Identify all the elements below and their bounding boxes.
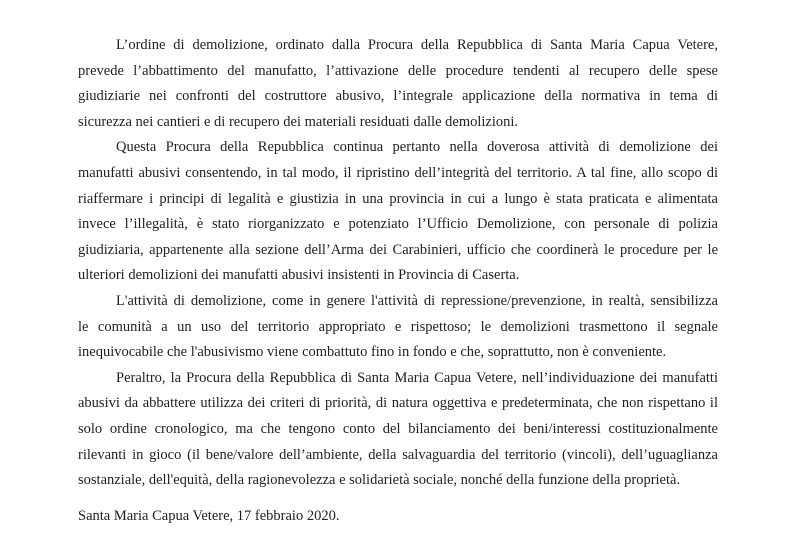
paragraph-priority-criteria <box>78 366 718 494</box>
paragraph-procura-activity <box>78 135 718 289</box>
text-line: giudiziarie nei confronti del costruttore abusivo, l’integrale applicazione della normativa in tema di <box>78 88 718 105</box>
text-line: giudiziaria, appartenente alla sezione dell’Arma dei Carabinieri, ufficio che coordinerà le procedure per le <box>78 241 718 258</box>
paragraph-demolition-effect <box>78 289 718 366</box>
paragraph-demolition-order <box>78 33 718 135</box>
dateline: Santa Maria Capua Vetere, 17 febbraio 2020. <box>78 507 340 524</box>
text-line: prevede l’abbattimento del manufatto, l’attivazione delle procedure tendenti al recupero delle spese <box>78 62 718 79</box>
text-line: L'attività di demolizione, come in genere l'attività di repressione/prevenzione, in realtà, sensibilizza <box>116 292 718 309</box>
text-line: sostanziale, dell'equità, della ragionevolezza e solidarietà sociale, nonché della funzione della proprietà. <box>78 472 681 489</box>
text-line: sicurezza nei cantieri e di recupero dei materiali residuati dalle demolizioni. <box>78 113 519 130</box>
text-line: abusivi da abbattere utilizza dei criteri di priorità, di natura oggettiva e predeterminata, che non rispettano il <box>78 395 718 412</box>
text-line: L’ordine di demolizione, ordinato dalla Procura della Repubblica di Santa Maria Capua Vetere, <box>116 37 718 53</box>
text-line: Questa Procura della Repubblica continua pertanto nella doverosa attività di demolizione dei <box>116 139 718 156</box>
text-line: inequivocabile che l'abusivismo viene combattuto fino in fondo e che, soprattutto, non è conveniente. <box>78 344 667 361</box>
text-line: manufatti abusivi consentendo, in tal modo, il ripristino dell’integrità del territorio. A tal fine, allo scopo di <box>78 164 718 181</box>
text-line: riaffermare i principi di legalità e giustizia in una provincia in cui a lungo è stata praticata e alimentata <box>78 190 718 207</box>
text-line: Peraltro, la Procura della Repubblica di Santa Maria Capua Vetere, nell’individuazione dei manufatti <box>116 369 718 386</box>
text-line: ulteriori demolizioni dei manufatti abusivi insistenti in Provincia di Caserta. <box>78 267 520 284</box>
text-line: invece l’illegalità, è stato riorganizzato e potenziato l’Ufficio Demolizione, con personale di polizia <box>78 216 718 233</box>
text-line: solo ordine cronologico, ma che tengono conto del bilanciamento dei beni/interessi costituzionalmente <box>78 420 718 437</box>
text-line: le comunità a un uso del territorio appropriato e rispettoso; le demolizioni trasmettono il segnale <box>78 318 718 335</box>
document-text-block <box>78 33 718 529</box>
text-line: rilevanti in gioco (il bene/valore dell’ambiente, della salvaguardia del territorio (vincoli), dell’uguaglianza <box>78 446 718 463</box>
